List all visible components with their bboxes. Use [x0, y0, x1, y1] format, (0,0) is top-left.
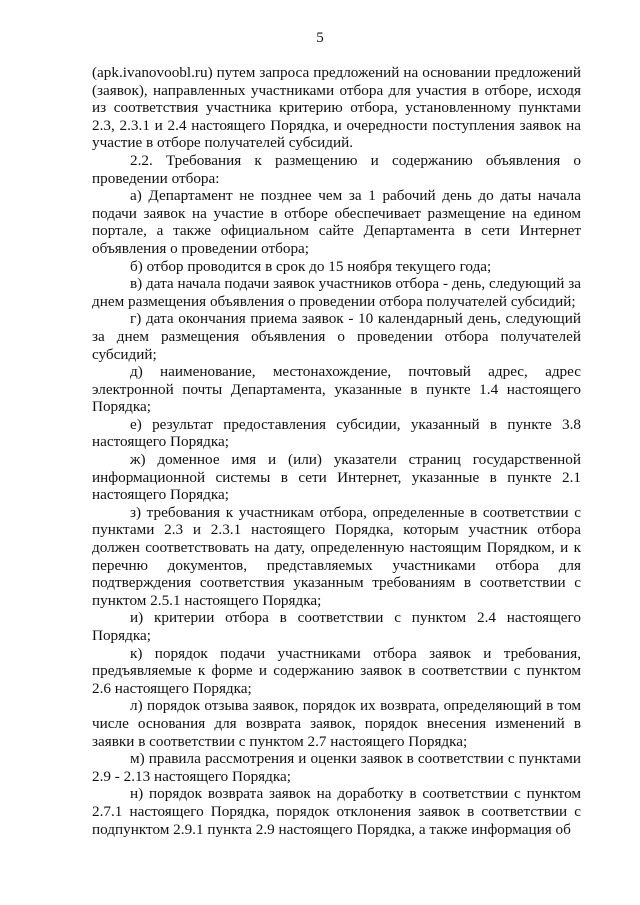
paragraph-item-g: г) дата окончания приема заявок - 10 календарный день, следующий за днем размещения объявления о проведении отбора получателей субсидий; — [92, 310, 581, 363]
paragraph-item-b: б) отбор проводится в срок до 15 ноября текущего года; — [130, 257, 492, 275]
paragraph-item-n: н) порядок возврата заявок на доработку в соответствии с пунктом 2.7.1 настоящего Порядка, порядок отклонения заявок в соответствии с подпунктом 2.9.1 пункта 2.9 настоящего Порядка, а также информация об — [92, 785, 581, 838]
paragraph-item-v: в) дата начала подачи заявок участников отбора - день, следующий за днем размещения объявления о проведении отбора получателей субсидий; — [92, 275, 581, 310]
paragraph-site-reference: (apk.ivanovoobl.ru) путем запроса предложений на основании предложений (заявок), направленных участниками отбора для участия в отборе, исходя из соответствия участника критерию отбора, установленному пунктами 2.3, 2.3.1 и 2.4 настоящего Порядка, и очередности поступления заявок на участие в отборе получателей субсидий. — [92, 64, 581, 152]
paragraph-item-m: м) правила рассмотрения и оценки заявок в соответствии с пунктами 2.9 - 2.13 настоящего Порядка; — [92, 750, 581, 785]
paragraph-item-zh: ж) доменное имя и (или) указатели страниц государственной информационной системы в сети Интернет, указанные в пункте 2.1 настоящего Порядка; — [92, 451, 581, 504]
page-number: 5 — [316, 30, 324, 46]
paragraph-item-k: к) порядок подачи участниками отбора заявок и требования, предъявляемые к форме и содержанию заявок в соответствии с пунктом 2.6 настоящего Порядка; — [92, 644, 581, 697]
paragraph-item-a: а) Департамент не позднее чем за 1 рабочий день до даты начала подачи заявок на участие в отборе обеспечивает размещение на едином портале, а также официальном сайте Департамента в сети Интернет объявления о проведении отбора; — [92, 187, 581, 257]
document-body — [92, 64, 581, 838]
paragraph-item-z: з) требования к участникам отбора, определенные в соответствии с пунктами 2.3 и 2.3.1 настоящего Порядка, которым участник отбора должен соответствовать на дату, определенную настоящим Порядком, и к перечню документов, представляемых участниками отбора для подтверждения соответствия указанным требованиям в соответствии с пунктом 2.5.1 настоящего Порядка; — [92, 503, 581, 609]
paragraph-section-2-2: 2.2. Требования к размещению и содержанию объявления о проведении отбора: — [92, 151, 581, 187]
paragraph-item-e: е) результат предоставления субсидии, указанный в пункте 3.8 настоящего Порядка; — [92, 415, 581, 451]
paragraph-item-i: и) критерии отбора в соответствии с пунктом 2.4 настоящего Порядка; — [92, 609, 581, 644]
paragraph-item-d: д) наименование, местонахождение, почтовый адрес, адрес электронной почты Департамента, указанные в пункте 1.4 настоящего Порядка; — [92, 363, 581, 416]
paragraph-item-l: л) порядок отзыва заявок, порядок их возврата, определяющий в том числе основания для возврата заявок, порядок внесения изменений в заявки в соответствии с пунктом 2.7 настоящего Порядка; — [92, 697, 581, 750]
